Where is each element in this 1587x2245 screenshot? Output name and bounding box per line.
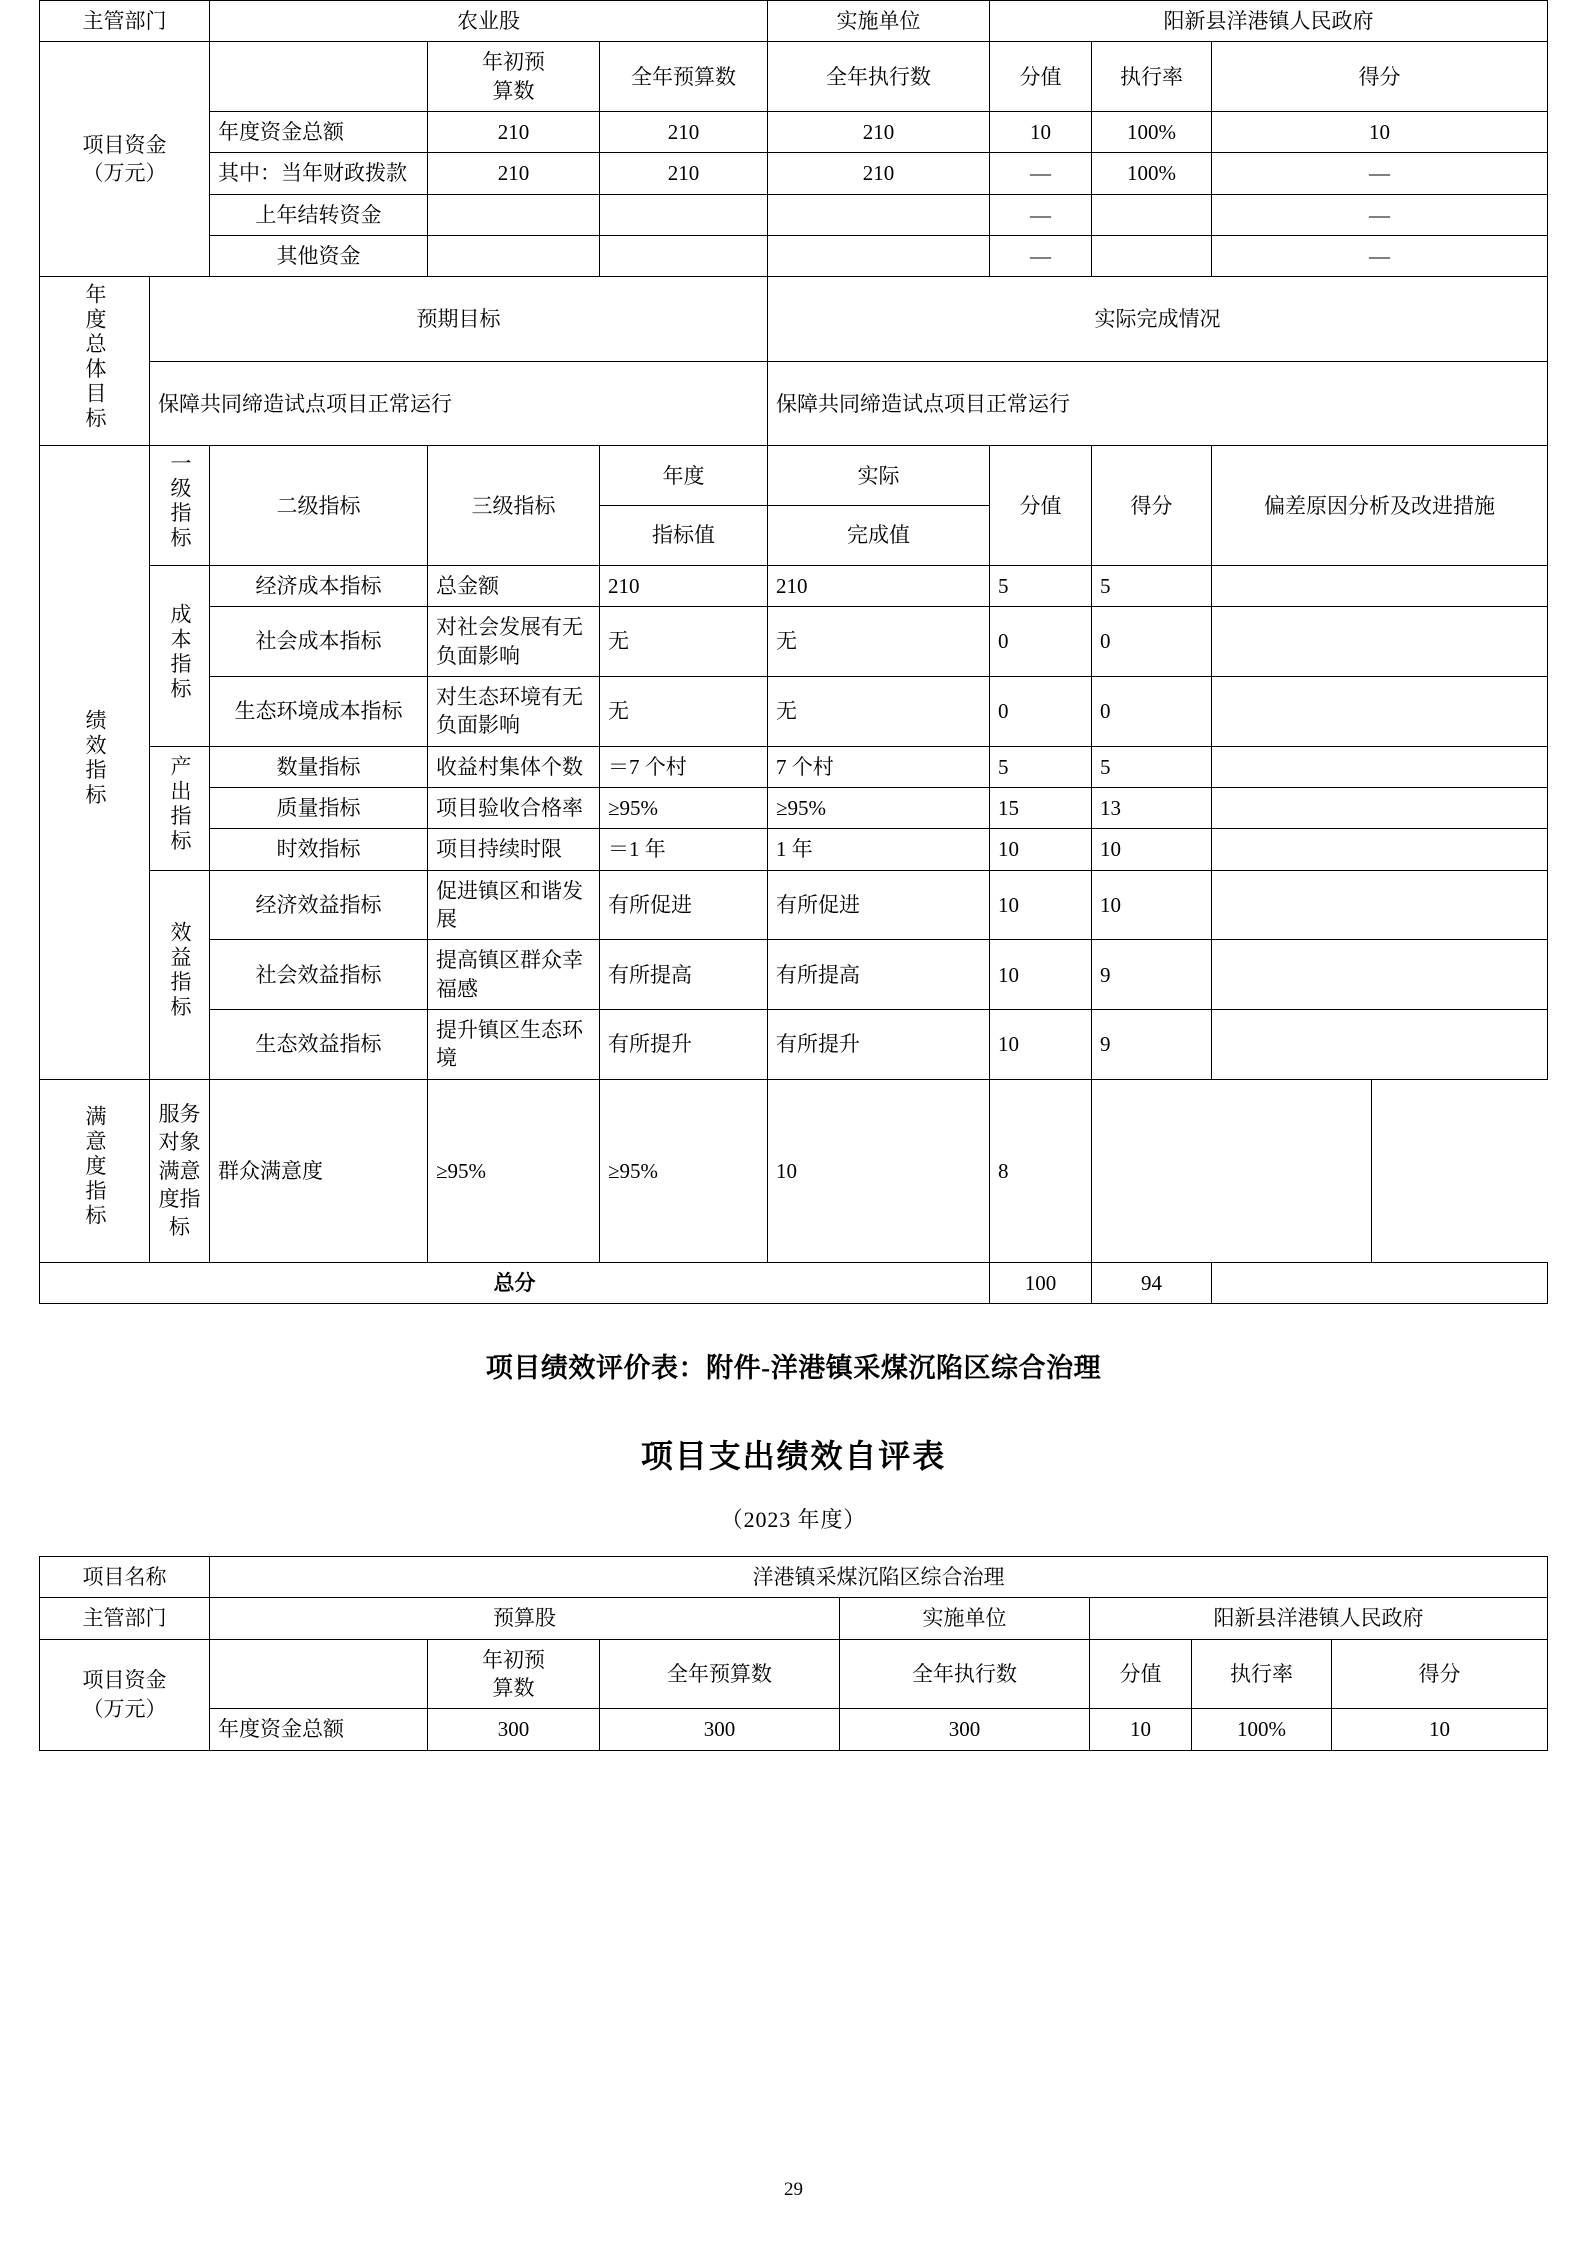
unit-value: 阳新县洋港镇人民政府: [1089, 1598, 1547, 1639]
perf-header-level2: 二级指标: [209, 446, 427, 565]
perf-level3: 促进镇区和谐发展: [427, 870, 599, 940]
overall-actual-value: 保障共同缔造试点项目正常运行: [768, 361, 1548, 446]
table-row-indicator: [39, 676, 1547, 746]
funds-row-score: 10: [1212, 112, 1548, 153]
table-row-indicator: [39, 829, 1547, 870]
perf-level2: 生态环境成本指标: [209, 676, 427, 746]
funds-row-score: 10: [1331, 1709, 1547, 1750]
funds-row-annual: [599, 236, 767, 277]
perf-score-value: 0: [990, 607, 1092, 677]
perf-header-score: 得分: [1092, 446, 1212, 565]
perf-actual: 7 个村: [768, 746, 990, 787]
perf-target: 无: [599, 607, 767, 677]
table-row-indicator: [39, 940, 1547, 1010]
perf-level2: 经济成本指标: [209, 565, 427, 606]
table-row-funds-gov: [39, 153, 1547, 194]
funds-row-annual: [599, 194, 767, 235]
perf-note: [1212, 565, 1548, 606]
perf-note: [1212, 746, 1548, 787]
funds-header-start-budget: [427, 1639, 599, 1709]
funds-row-exec: 210: [768, 112, 990, 153]
table-row-indicator: [39, 1079, 1547, 1262]
funds-row-score-value: —: [990, 236, 1092, 277]
funds-row-name: 上年结转资金: [209, 194, 427, 235]
perf-target: ≥95%: [427, 1079, 599, 1262]
funds-row-start: 210: [427, 153, 599, 194]
funds-header-blank: [209, 42, 427, 112]
table-row-dept: [39, 1, 1547, 42]
funds-label-line2: （万元）: [82, 161, 167, 186]
perf-note: [1212, 1010, 1548, 1080]
funds-header-exec-rate: 执行率: [1191, 1639, 1331, 1709]
perf-actual: 无: [768, 607, 990, 677]
funds-label: [39, 42, 209, 277]
funds-label: [39, 1639, 209, 1750]
funds-header-start-budget-line1: 年初预: [481, 1647, 545, 1672]
perf-level2: 生态效益指标: [209, 1010, 427, 1080]
performance-evaluation-table-2: [39, 1556, 1548, 1751]
perf-level3: 项目持续时限: [427, 829, 599, 870]
perf-level3: 群众满意度: [209, 1079, 427, 1262]
table-row-total: [39, 1262, 1547, 1303]
perf-actual: 210: [768, 565, 990, 606]
table2-row-dept: [39, 1598, 1547, 1639]
perf-score: 9: [1092, 1010, 1212, 1080]
perf-score: 5: [1092, 746, 1212, 787]
page-title: 项目支出绩效自评表: [640, 1438, 947, 1475]
perf-score: 0: [1092, 607, 1212, 677]
funds-row-rate: 100%: [1092, 112, 1212, 153]
perf-score-value: 5: [990, 565, 1092, 606]
perf-level2: 社会效益指标: [209, 940, 427, 1010]
perf-note: [1092, 1079, 1372, 1262]
perf-target: ＝7 个村: [599, 746, 767, 787]
perf-target: 210: [599, 565, 767, 606]
funds-label-line1: 项目资金: [82, 1668, 167, 1693]
perf-group-level1: 满意度指标: [39, 1079, 149, 1262]
perf-actual: ≥95%: [768, 787, 990, 828]
perf-score-value: 10: [990, 829, 1092, 870]
table2-row-funds-header: [39, 1639, 1547, 1709]
funds-row-name: 年度资金总额: [209, 112, 427, 153]
page-subtitle: （2023 年度）: [720, 1507, 867, 1533]
unit-value: 阳新县洋港镇人民政府: [990, 1, 1548, 42]
perf-actual: 有所提升: [768, 1010, 990, 1080]
perf-level2: 社会成本指标: [209, 607, 427, 677]
perf-header-target-value: 指标值: [599, 506, 767, 566]
table-caption: 项目绩效评价表：附件-洋港镇采煤沉陷区综合治理: [485, 1353, 1102, 1384]
perf-actual: 有所促进: [768, 870, 990, 940]
funds-row-rate: [1092, 194, 1212, 235]
table-row-indicator: [39, 565, 1547, 606]
funds-row-exec: 210: [768, 153, 990, 194]
perf-level2: 质量指标: [209, 787, 427, 828]
perf-side-label: 绩效指标: [39, 446, 149, 1079]
table-row-funds-other: [39, 236, 1547, 277]
funds-header-score-value: 分值: [1089, 1639, 1191, 1709]
funds-header-annual-budget: 全年预算数: [599, 42, 767, 112]
perf-score-value: 10: [990, 940, 1092, 1010]
perf-note: [1212, 940, 1548, 1010]
perf-actual: 有所提高: [768, 940, 990, 1010]
perf-group-level1: 成本指标: [149, 565, 209, 746]
total-note: [1212, 1262, 1548, 1303]
perf-level3: 对社会发展有无负面影响: [427, 607, 599, 677]
funds-header-blank: [209, 1639, 427, 1709]
funds-header-exec-rate: 执行率: [1092, 42, 1212, 112]
perf-actual: 无: [768, 676, 990, 746]
perf-score: 8: [990, 1079, 1092, 1262]
perf-score-value: 15: [990, 787, 1092, 828]
funds-row-score-value: —: [990, 194, 1092, 235]
funds-header-start-budget-line2: 算数: [492, 1676, 535, 1701]
overall-actual-header: 实际完成情况: [768, 277, 1548, 362]
funds-row-start: [427, 194, 599, 235]
perf-level2: 服务对象满意度指标: [149, 1079, 209, 1262]
perf-level3: 项目验收合格率: [427, 787, 599, 828]
funds-row-score-value: —: [990, 153, 1092, 194]
perf-target: ＝1 年: [599, 829, 767, 870]
perf-target: 有所提升: [599, 1010, 767, 1080]
perf-target: 有所提高: [599, 940, 767, 1010]
perf-target: 无: [599, 676, 767, 746]
table-row-indicator: [39, 787, 1547, 828]
funds-row-rate: 100%: [1191, 1709, 1331, 1750]
perf-score: 10: [1092, 829, 1212, 870]
funds-row-rate: [1092, 236, 1212, 277]
dept-value: 农业股: [209, 1, 767, 42]
project-name-label: 项目名称: [39, 1557, 209, 1598]
perf-target: ≥95%: [599, 787, 767, 828]
perf-note: [1212, 676, 1548, 746]
funds-row-annual: 210: [599, 153, 767, 194]
table-row-overall-header: [39, 277, 1547, 362]
perf-header-complete-value: 完成值: [768, 506, 990, 566]
overall-expected-value: 保障共同缔造试点项目正常运行: [149, 361, 767, 446]
perf-score: 5: [1092, 565, 1212, 606]
total-label: 总分: [39, 1262, 989, 1303]
funds-row-annual: 300: [599, 1709, 839, 1750]
table2-row-funds-total: [39, 1709, 1547, 1750]
dept-label: 主管部门: [39, 1, 209, 42]
perf-level3: 对生态环境有无负面影响: [427, 676, 599, 746]
perf-note: [1212, 870, 1548, 940]
table-row-funds-header: [39, 42, 1547, 112]
perf-score-value: 10: [990, 870, 1092, 940]
perf-level2: 数量指标: [209, 746, 427, 787]
funds-row-name: 其中：当年财政拨款: [209, 153, 427, 194]
funds-row-start: 210: [427, 112, 599, 153]
funds-header-score-value: 分值: [990, 42, 1092, 112]
dept-label: 主管部门: [39, 1598, 209, 1639]
funds-row-exec: 300: [839, 1709, 1089, 1750]
table-row-indicator: [39, 870, 1547, 940]
funds-row-exec: [768, 236, 990, 277]
table-row-perf-header-1: [39, 446, 1547, 506]
perf-score: 9: [1092, 940, 1212, 1010]
perf-score: 10: [1092, 870, 1212, 940]
perf-group-level1: 效益指标: [149, 870, 209, 1079]
table-row-indicator: [39, 746, 1547, 787]
funds-row-exec: [768, 194, 990, 235]
perf-target: 有所促进: [599, 870, 767, 940]
funds-row-score: —: [1212, 194, 1548, 235]
funds-header-start-budget-line1: 年初预: [481, 50, 545, 75]
funds-row-score-value: 10: [1089, 1709, 1191, 1750]
perf-note: [1212, 829, 1548, 870]
table2-row-project-name: [39, 1557, 1547, 1598]
funds-row-annual: 210: [599, 112, 767, 153]
funds-row-rate: 100%: [1092, 153, 1212, 194]
funds-label-line2: （万元）: [82, 1696, 167, 1721]
funds-header-score: 得分: [1212, 42, 1548, 112]
perf-actual: 1 年: [768, 829, 990, 870]
perf-level3: 收益村集体个数: [427, 746, 599, 787]
funds-row-score: —: [1212, 153, 1548, 194]
funds-row-name: 年度资金总额: [209, 1709, 427, 1750]
perf-score-value: 5: [990, 746, 1092, 787]
perf-score: 0: [1092, 676, 1212, 746]
funds-header-score: 得分: [1331, 1639, 1547, 1709]
perf-score-value: 0: [990, 676, 1092, 746]
funds-label-line1: 项目资金: [82, 133, 167, 158]
perf-level3: 提升镇区生态环境: [427, 1010, 599, 1080]
funds-row-start: 300: [427, 1709, 599, 1750]
perf-header-actual: 实际: [768, 446, 990, 506]
perf-note: [1212, 787, 1548, 828]
perf-score-value: 10: [990, 1010, 1092, 1080]
perf-score-value: 10: [768, 1079, 990, 1262]
perf-level3: 总金额: [427, 565, 599, 606]
perf-header-level3: 三级指标: [427, 446, 599, 565]
performance-evaluation-table-1: [39, 0, 1548, 1304]
perf-header-score-value: 分值: [990, 446, 1092, 565]
perf-level2: 时效指标: [209, 829, 427, 870]
funds-header-annual-budget: 全年预算数: [599, 1639, 839, 1709]
table-row-indicator: [39, 1010, 1547, 1080]
perf-score: 13: [1092, 787, 1212, 828]
perf-header-year: 年度: [599, 446, 767, 506]
funds-header-start-budget-line2: 算数: [492, 78, 535, 103]
perf-actual: ≥95%: [599, 1079, 767, 1262]
funds-header-annual-exec: 全年执行数: [839, 1639, 1089, 1709]
perf-level3: 提高镇区群众幸福感: [427, 940, 599, 1010]
table-row-funds-carryover: [39, 194, 1547, 235]
perf-level2: 经济效益指标: [209, 870, 427, 940]
table-row-overall-content: [39, 361, 1547, 446]
total-score: 94: [1092, 1262, 1212, 1303]
project-name-value: 洋港镇采煤沉陷区综合治理: [209, 1557, 1547, 1598]
funds-row-score: —: [1212, 236, 1548, 277]
perf-group-level1: 产出指标: [149, 746, 209, 870]
perf-note: [1212, 607, 1548, 677]
funds-row-name: 其他资金: [209, 236, 427, 277]
table-row-funds-total: [39, 112, 1547, 153]
unit-label: 实施单位: [839, 1598, 1089, 1639]
unit-label: 实施单位: [768, 1, 990, 42]
page-number: 29: [784, 2179, 803, 2200]
overall-expected-header: 预期目标: [149, 277, 767, 362]
funds-header-start-budget: [427, 42, 599, 112]
perf-header-level1: 一级指标: [149, 446, 209, 565]
perf-header-analysis: 偏差原因分析及改进措施: [1212, 446, 1548, 565]
funds-header-annual-exec: 全年执行数: [768, 42, 990, 112]
funds-row-start: [427, 236, 599, 277]
total-score-value: 100: [990, 1262, 1092, 1303]
overall-goal-side-label: 年度总体目标: [39, 277, 149, 446]
dept-value: 预算股: [209, 1598, 839, 1639]
funds-row-score-value: 10: [990, 112, 1092, 153]
table-row-indicator: [39, 607, 1547, 677]
